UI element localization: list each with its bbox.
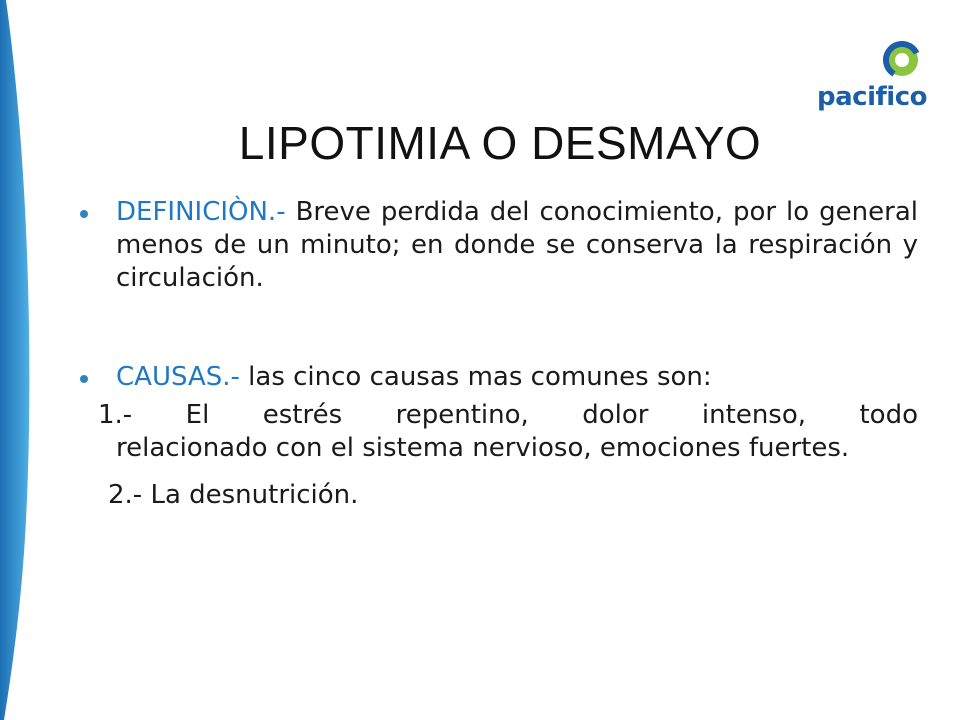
cause-item-2: 2.- La desnutrición. xyxy=(108,480,359,510)
bullet-definition xyxy=(78,196,918,295)
cause-item-1-first-line: 1.- El estrés repentino, dolor intenso, todo xyxy=(98,400,918,430)
logo-wordmark: pacifico xyxy=(817,82,927,112)
cause-item-1 xyxy=(78,399,918,465)
pacifico-logo xyxy=(812,36,932,116)
left-decorative-swoosh xyxy=(0,0,60,720)
logo-circle-icon xyxy=(812,36,932,86)
bullet-text-causes: las cinco causas mas comunes son: xyxy=(239,362,712,392)
bullet-dot xyxy=(80,375,88,383)
bullet-label-causes: CAUSAS.- xyxy=(116,362,240,392)
bullet-label-definition: DEFINICIÒN.- xyxy=(116,197,286,227)
slide-content xyxy=(78,196,918,512)
bullet-dot xyxy=(80,210,88,218)
cause-item-1-rest: relacionado con el sistema nervioso, emociones fuertes. xyxy=(116,433,850,463)
slide-title: LIPOTIMIA O DESMAYO xyxy=(238,117,762,169)
bullet-text-definition: Breve perdida del conocimiento, por lo general menos de un minuto; en donde se conserva la respiración y circulación. xyxy=(116,197,918,293)
bullet-causes xyxy=(78,361,918,394)
